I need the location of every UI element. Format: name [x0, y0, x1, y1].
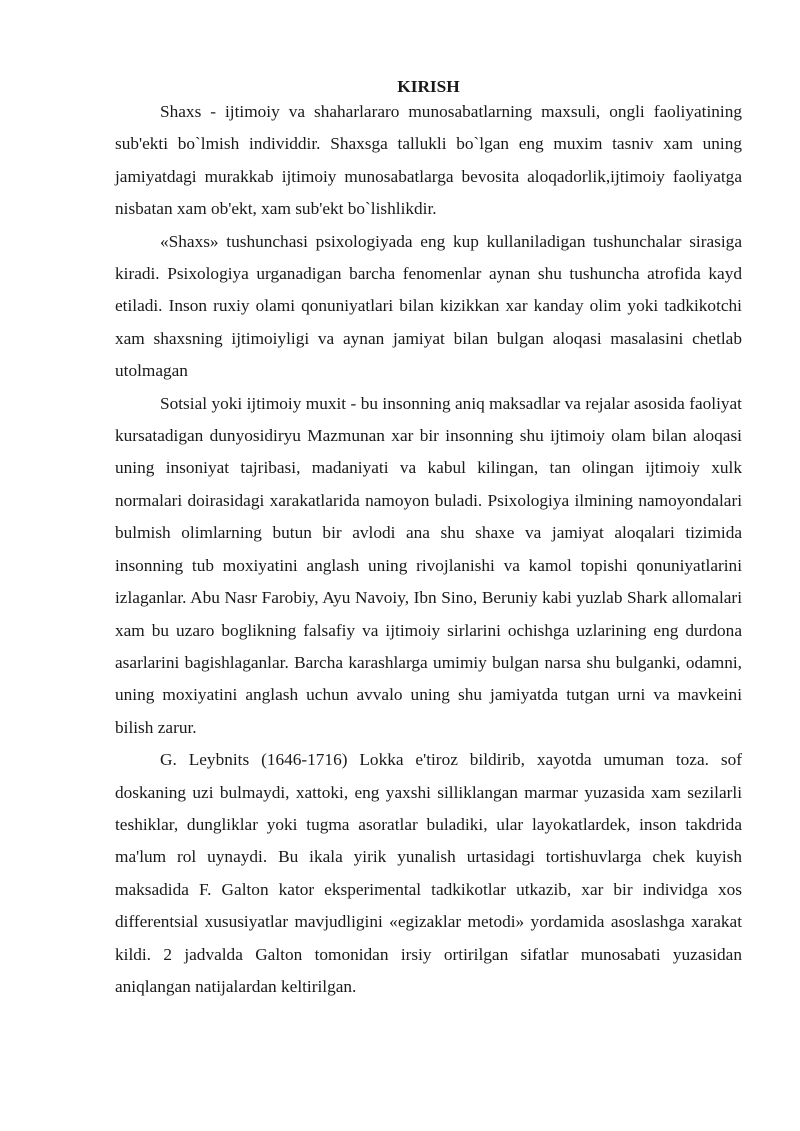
paragraph-3: Sotsial yoki ijtimoiy muxit - bu insonning aniq maksadlar va rejalar asosida faoliyat kursatadigan dunyosidiryu Mazmunan xar bir insonning shu ijtimoiy olam bilan aloqasi uning insoniyat tajribasi, madaniyati va kabul kilingan, tan olingan ijtimoiy xulk normalari doirasidagi xarakatlarida namoyon buladi. Psixologiya ilmining namoyondalari bulmish olimlarning butun bir avlodi ana shu shaxe va jamiyat aloqalari tizimida insonning tub moxiyatini anglash uning rivojlanishi va kamol topishi qonuniyatlarini izlaganlar. Abu Nasr Farobiy, Ayu Navoiy, Ibn Sino, Beruniy kabi yuzlab Shark allomalari xam bu uzaro boglikning falsafiy va ijtimoiy sirlarini ochishga uzlarining eng durdona asarlarini bagishlaganlar. Barcha karashlarga umimiy bulgan narsa shu bulganki, odamni, uning moxiyatini anglash uchun avvalo uning shu jamiyatda tutgan urni va mavkeini bilish zarur. [115, 393, 742, 737]
document-title: KIRISH [397, 77, 460, 96]
paragraph-4: G. Leybnits (1646-1716) Lokka e'tiroz bildirib, xayotda umuman toza. sof doskaning uzi bulmaydi, xattoki, eng yaxshi silliklangan marmar yuzasida xam sezilarli teshiklar, dungliklar yoki tugma asoratlar buladiki, ular layokatlardek, inson takdrida ma'lum rol uynaydi. Bu ikala yirik yunalish urtasidagi tortishuvlarga chek kuyish maksadida F. Galton kator eksperimental tadkikotlar utkazib, xar bir individga xos differentsial xususiyatlar mavjudligini «egizaklar metodi» yordamida asoslashga xarakat kildi. 2 jadvalda Galton tomonidan irsiy ortirilgan sifatlar munosabati yuzasidan aniqlangan natijalardan keltirilgan. [115, 750, 742, 996]
paragraph-2: «Shaxs» tushunchasi psixologiyada eng kup kullaniladigan tushunchalar sirasiga kiradi. Psixologiya urganadigan barcha fenomenlar aynan shu tushuncha atrofida kayd etiladi. Inson ruxiy olami qonuniyatlari bilan kizikkan xar kanday olim yoki tadkikotchi xam shaxsning ijtimoiyligi va aynan jamiyat bilan bulgan aloqasi masalasini chetlab utolmagan [115, 231, 742, 381]
paragraph-1: Shaxs - ijtimoiy va shaharlararo munosabatlarning maxsuli, ongli faoliyatining sub'ekti bo`lmish individdir. Shaxsga tallukli bo`lgan eng muxim tasniv xam uning jamiyatdagi murakkab ijtimoiy munosabatlarga bevosita aloqadorlik,ijtimoiy faoliyatga nisbatan xam ob'ekt, xam sub'ekt bo`lishlikdir. [115, 102, 742, 219]
document-body [115, 76, 742, 1003]
